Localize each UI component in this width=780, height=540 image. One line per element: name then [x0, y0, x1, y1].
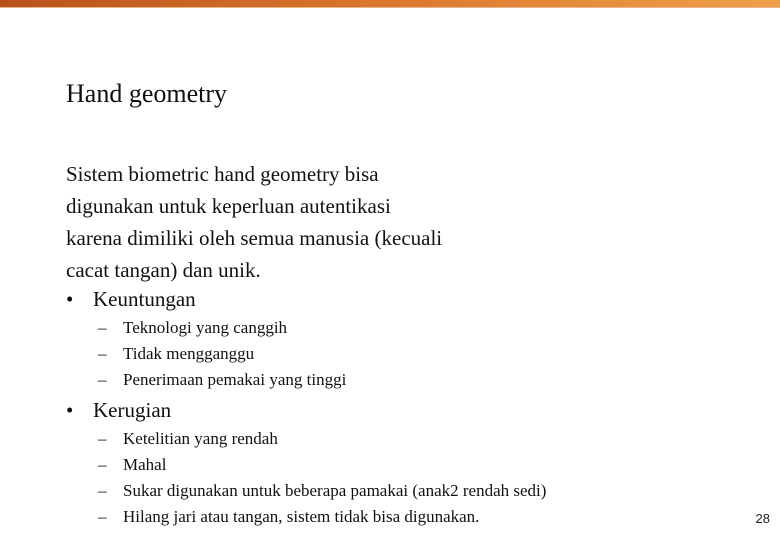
bullet-advantages — [66, 284, 196, 314]
dash-icon: – — [98, 507, 107, 526]
intro-line: karena dimiliki oleh semua manusia (kecuali — [66, 226, 443, 250]
dash-icon: – — [98, 429, 107, 448]
disadvantage-item — [98, 452, 166, 478]
disadvantage-item-label: Sukar digunakan untuk beberapa pamakai (anak2 rendah sedi) — [123, 481, 547, 500]
header-accent-line — [0, 7, 780, 8]
dash-icon: – — [98, 370, 107, 389]
advantage-item-label: Tidak mengganggu — [123, 344, 255, 363]
advantage-item — [98, 367, 346, 393]
advantage-item-label: Penerimaan pemakai yang tinggi — [123, 370, 347, 389]
disadvantages-heading: Kerugian — [93, 398, 172, 422]
dash-icon: – — [98, 455, 107, 474]
disadvantage-item — [98, 426, 278, 452]
slide-title: Hand geometry — [66, 79, 228, 108]
dash-icon: – — [98, 481, 107, 500]
advantage-item — [98, 315, 287, 341]
bullet-icon: • — [66, 398, 74, 422]
disadvantage-item — [98, 478, 546, 504]
dash-icon: – — [98, 344, 107, 363]
disadvantage-item — [98, 504, 479, 530]
dash-icon: – — [98, 318, 107, 337]
bullet-disadvantages — [66, 395, 171, 425]
advantages-heading: Keuntungan — [93, 287, 196, 311]
advantage-item-label: Teknologi yang canggih — [123, 318, 288, 337]
disadvantage-item-label: Mahal — [123, 455, 167, 474]
page-number: 28 — [755, 511, 770, 526]
advantage-item — [98, 341, 254, 367]
header-accent-bar — [0, 0, 780, 7]
intro-paragraph — [66, 158, 546, 286]
intro-line: Sistem biometric hand geometry bisa — [66, 162, 379, 186]
bullet-icon: • — [66, 287, 74, 311]
intro-line: digunakan untuk keperluan autentikasi — [66, 194, 391, 218]
disadvantage-item-label: Hilang jari atau tangan, sistem tidak bisa digunakan. — [123, 507, 480, 526]
disadvantage-item-label: Ketelitian yang rendah — [123, 429, 278, 448]
intro-line: cacat tangan) dan unik. — [66, 258, 261, 282]
